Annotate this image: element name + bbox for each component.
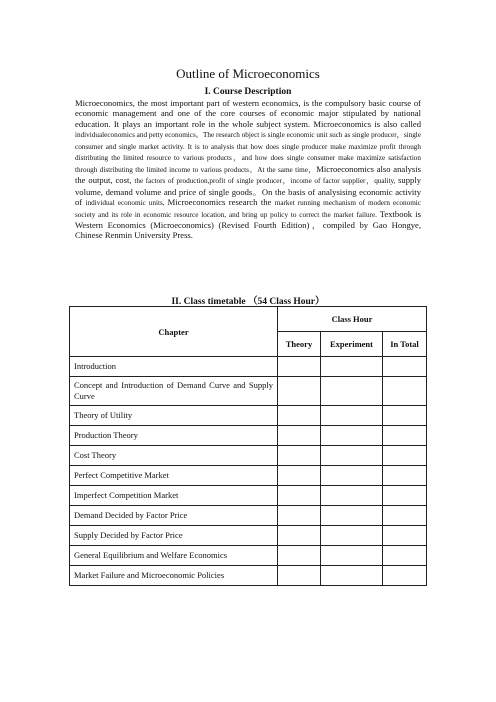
hour-cell <box>321 566 383 586</box>
chapter-header: Chapter <box>70 307 278 357</box>
hour-cell <box>383 566 427 586</box>
hour-cell <box>383 486 427 506</box>
hour-cell <box>278 566 321 586</box>
table-row <box>70 406 427 426</box>
chapter-cell: Introduction <box>70 357 278 377</box>
chapter-cell: Cost Theory <box>70 446 278 466</box>
chapter-cell: Perfect Competitive Market <box>70 466 278 486</box>
chapter-cell: Imperfect Competition Market <box>70 486 278 506</box>
chapter-cell: Market Failure and Microeconomic Policies <box>70 566 278 586</box>
table-row <box>70 566 427 586</box>
chapter-cell: Demand Decided by Factor Price <box>70 506 278 526</box>
hour-cell <box>321 446 383 466</box>
table-row <box>70 486 427 506</box>
description-segment: Microeconomics also analysis the output, cost, <box>75 163 421 186</box>
hour-cell <box>321 506 383 526</box>
hour-cell <box>321 486 383 506</box>
section-heading-course-description: I. Course Description <box>204 87 292 97</box>
class-hour-header: Class Hour <box>278 307 427 332</box>
hour-cell <box>278 426 321 446</box>
table-row <box>70 426 427 446</box>
description-segment: Textbook is Western Economics (Microeconomics) (Revised Fourth Edition)，compiled by Gao Hongye, Chinese Renmin University Press. <box>75 208 421 241</box>
hour-cell <box>383 377 427 406</box>
hour-cell <box>383 406 427 426</box>
description-segment: the factors of production,profit of single producer，income of factor supplier，quality, <box>134 177 399 186</box>
hour-cell <box>278 506 321 526</box>
hour-cell <box>278 526 321 546</box>
hour-cell <box>321 466 383 486</box>
hour-cell <box>278 377 321 406</box>
hour-cell <box>321 406 383 426</box>
chapter-cell: Supply Decided by Factor Price <box>70 526 278 546</box>
hour-cell <box>321 546 383 566</box>
hour-cell <box>383 446 427 466</box>
hour-cell <box>278 486 321 506</box>
hour-cell <box>321 377 383 406</box>
hour-cell <box>278 466 321 486</box>
table-row <box>70 526 427 546</box>
description-segment: supply volume, demand volume and price of single goods。On the basis of analysising economic activity of <box>75 175 421 208</box>
description-segment: individualeconomics and petty economics。The research object is single economic unit such as single producer，single consumer and single market activity. It is to analysis that how does single producer make maximize profit through distributing the limited resource to various products，and how does single consumer make maximize satisfaction through distributing the limited income to various products。At the same time， <box>75 131 421 174</box>
table-row <box>70 446 427 466</box>
theory-header: Theory <box>278 332 321 357</box>
hour-cell <box>383 546 427 566</box>
section-heading-class-timetable: II. Class timetable （54 Class Hour） <box>171 297 325 307</box>
chapter-cell: Production Theory <box>70 426 278 446</box>
table-row <box>70 377 427 406</box>
hour-cell <box>278 406 321 426</box>
description-segment: Microeconomics research the <box>167 197 275 208</box>
table-row <box>70 466 427 486</box>
hour-cell <box>383 526 427 546</box>
hour-cell <box>321 526 383 546</box>
hour-cell <box>321 357 383 377</box>
hour-cell <box>383 506 427 526</box>
hour-cell <box>383 426 427 446</box>
in-total-header: In Total <box>383 332 427 357</box>
description-segment: individual economic units, <box>85 199 168 208</box>
description-segment: Microeconomics, the most important part of western economics, is the compulsory basic course of economic management and one of the core courses of economic major stipulated by national education. It plays an important role in the whole subject system. Microeconomics is also called <box>75 98 421 129</box>
hour-cell <box>321 426 383 446</box>
hour-cell <box>278 446 321 466</box>
table-row <box>70 546 427 566</box>
chapter-cell: Theory of Utility <box>70 406 278 426</box>
hour-cell <box>383 357 427 377</box>
description-segment: market running mechanism of modern economic society and its role in economic resource location, and bring up policy to correct the market failure. <box>75 199 421 219</box>
hour-cell <box>383 466 427 486</box>
document-title: Outline of Microeconomics <box>176 66 320 81</box>
chapter-cell: Concept and Introduction of Demand Curve and Supply Curve <box>70 377 278 406</box>
class-timetable <box>69 306 427 586</box>
hour-cell <box>278 546 321 566</box>
hour-cell <box>278 357 321 377</box>
chapter-cell: General Equilibrium and Welfare Economics <box>70 546 278 566</box>
experiment-header: Experiment <box>321 332 383 357</box>
table-row <box>70 506 427 526</box>
table-row <box>70 357 427 377</box>
course-description-paragraph <box>75 98 421 241</box>
